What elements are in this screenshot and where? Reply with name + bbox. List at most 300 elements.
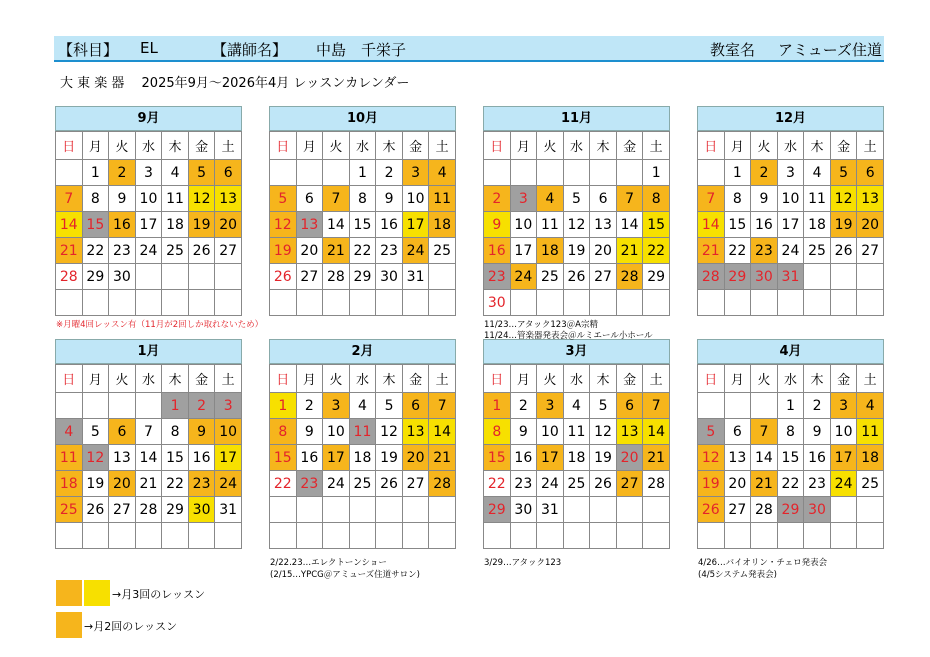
weekday-cell: 火: [751, 365, 778, 393]
weekday-header-row: [56, 365, 242, 393]
day-cell: [643, 290, 670, 316]
day-cell: [376, 497, 403, 523]
day-cell: [616, 290, 643, 316]
month-grid: [483, 364, 670, 549]
day-cell: [643, 523, 670, 549]
day-cell: 2: [376, 160, 403, 186]
weekday-header-row: [270, 365, 456, 393]
day-cell: 26: [563, 264, 590, 290]
day-cell: 11: [429, 186, 456, 212]
day-cell: [804, 523, 831, 549]
day-cell: [270, 290, 297, 316]
day-cell: 1: [724, 160, 751, 186]
day-cell: 9: [510, 419, 537, 445]
weekday-cell: 土: [857, 132, 884, 160]
weekday-cell: 火: [323, 365, 350, 393]
weekday-cell: 木: [804, 132, 831, 160]
day-cell: 19: [698, 471, 725, 497]
day-cell: 6: [724, 419, 751, 445]
day-cell: 25: [349, 471, 376, 497]
weekday-cell: 木: [590, 132, 617, 160]
day-cell: [857, 264, 884, 290]
day-cell: [777, 523, 804, 549]
week-row: [56, 497, 242, 523]
month-grid: [269, 131, 456, 316]
day-cell: 21: [643, 445, 670, 471]
day-cell: 12: [188, 186, 215, 212]
day-cell: [82, 523, 109, 549]
day-cell: [830, 264, 857, 290]
weekday-cell: 土: [215, 365, 242, 393]
weekday-header-row: [698, 365, 884, 393]
day-cell: 17: [777, 212, 804, 238]
day-cell: 21: [698, 238, 725, 264]
weekday-cell: 火: [537, 132, 564, 160]
month-title: 3月: [483, 339, 670, 364]
week-row: [270, 290, 456, 316]
day-cell: 18: [56, 471, 83, 497]
day-cell: 19: [188, 212, 215, 238]
day-cell: 25: [804, 238, 831, 264]
day-cell: 14: [429, 419, 456, 445]
weekday-cell: 月: [82, 365, 109, 393]
day-cell: 20: [616, 445, 643, 471]
day-cell: 28: [56, 264, 83, 290]
day-cell: [135, 393, 162, 419]
day-cell: 31: [537, 497, 564, 523]
day-cell: 24: [510, 264, 537, 290]
week-row: [484, 523, 670, 549]
day-cell: [270, 160, 297, 186]
day-cell: 24: [830, 471, 857, 497]
month-calendar: [269, 106, 456, 316]
weekday-cell: 木: [804, 365, 831, 393]
month-grid: [55, 364, 242, 549]
legend-orange-swatch-2: [56, 612, 82, 638]
week-row: [484, 497, 670, 523]
week-row: [484, 445, 670, 471]
day-cell: [323, 523, 350, 549]
day-cell: 17: [402, 212, 429, 238]
day-cell: 26: [188, 238, 215, 264]
day-cell: 30: [188, 497, 215, 523]
day-cell: 15: [484, 445, 511, 471]
note-march-1: 3/29…アタック123: [484, 558, 562, 568]
day-cell: 16: [109, 212, 136, 238]
day-cell: 15: [162, 445, 189, 471]
day-cell: 29: [349, 264, 376, 290]
weekday-header-row: [698, 132, 884, 160]
day-cell: 16: [376, 212, 403, 238]
day-cell: 10: [135, 186, 162, 212]
day-cell: 26: [82, 497, 109, 523]
week-row: [484, 419, 670, 445]
day-cell: 27: [109, 497, 136, 523]
header-bar: [54, 36, 884, 62]
day-cell: 17: [510, 238, 537, 264]
day-cell: 11: [162, 186, 189, 212]
day-cell: [830, 497, 857, 523]
day-cell: [510, 160, 537, 186]
day-cell: 10: [537, 419, 564, 445]
day-cell: 2: [296, 393, 323, 419]
day-cell: [804, 290, 831, 316]
day-cell: 9: [751, 186, 778, 212]
week-row: [698, 238, 884, 264]
day-cell: 14: [751, 445, 778, 471]
day-cell: 30: [510, 497, 537, 523]
weekday-cell: 水: [563, 132, 590, 160]
day-cell: 28: [643, 471, 670, 497]
month-title: 11月: [483, 106, 670, 131]
weekday-cell: 月: [510, 365, 537, 393]
week-row: [56, 419, 242, 445]
day-cell: [296, 523, 323, 549]
month-title: 4月: [697, 339, 884, 364]
day-cell: 6: [215, 160, 242, 186]
day-cell: 8: [162, 419, 189, 445]
day-cell: [376, 523, 403, 549]
day-cell: 6: [857, 160, 884, 186]
weekday-cell: 月: [296, 132, 323, 160]
day-cell: 7: [135, 419, 162, 445]
day-cell: 1: [643, 160, 670, 186]
day-cell: 23: [296, 471, 323, 497]
legend-two-lessons: →月2回のレッスン: [84, 620, 178, 633]
day-cell: [296, 160, 323, 186]
day-cell: 27: [296, 264, 323, 290]
day-cell: 12: [376, 419, 403, 445]
month-calendar: [697, 106, 884, 316]
day-cell: 19: [82, 471, 109, 497]
day-cell: 2: [109, 160, 136, 186]
week-row: [270, 471, 456, 497]
day-cell: 23: [376, 238, 403, 264]
day-cell: 21: [135, 471, 162, 497]
day-cell: [215, 264, 242, 290]
day-cell: 12: [590, 419, 617, 445]
day-cell: 2: [510, 393, 537, 419]
weekday-cell: 月: [82, 132, 109, 160]
day-cell: 27: [402, 471, 429, 497]
day-cell: 10: [402, 186, 429, 212]
day-cell: 6: [590, 186, 617, 212]
day-cell: 8: [777, 419, 804, 445]
week-row: [698, 290, 884, 316]
day-cell: [135, 264, 162, 290]
week-row: [56, 186, 242, 212]
day-cell: [82, 393, 109, 419]
room-value: アミューズ住道: [778, 41, 882, 59]
day-cell: 5: [82, 419, 109, 445]
day-cell: 27: [616, 471, 643, 497]
day-cell: [349, 523, 376, 549]
day-cell: 6: [616, 393, 643, 419]
day-cell: [188, 290, 215, 316]
weekday-cell: 水: [349, 132, 376, 160]
day-cell: 12: [698, 445, 725, 471]
day-cell: 24: [537, 471, 564, 497]
note-april-2: (4/5システム発表会): [698, 570, 777, 580]
week-row: [698, 264, 884, 290]
day-cell: 7: [698, 186, 725, 212]
day-cell: [563, 160, 590, 186]
weekday-cell: 月: [724, 365, 751, 393]
day-cell: 18: [857, 445, 884, 471]
weekday-cell: 日: [270, 132, 297, 160]
day-cell: [537, 290, 564, 316]
day-cell: 12: [82, 445, 109, 471]
day-cell: 5: [563, 186, 590, 212]
week-row: [270, 523, 456, 549]
day-cell: 18: [349, 445, 376, 471]
month-title: 1月: [55, 339, 242, 364]
day-cell: 28: [751, 497, 778, 523]
week-row: [56, 264, 242, 290]
weekday-cell: 土: [429, 132, 456, 160]
week-row: [698, 393, 884, 419]
month-calendar: [269, 339, 456, 549]
day-cell: 29: [82, 264, 109, 290]
day-cell: 3: [830, 393, 857, 419]
day-cell: 28: [698, 264, 725, 290]
day-cell: 30: [109, 264, 136, 290]
day-cell: [162, 264, 189, 290]
weekday-cell: 金: [402, 365, 429, 393]
day-cell: [563, 290, 590, 316]
day-cell: 7: [323, 186, 350, 212]
day-cell: 20: [857, 212, 884, 238]
day-cell: 8: [82, 186, 109, 212]
day-cell: 2: [484, 186, 511, 212]
month-grid: [55, 131, 242, 316]
weekday-cell: 土: [643, 365, 670, 393]
day-cell: 4: [56, 419, 83, 445]
day-cell: 20: [215, 212, 242, 238]
day-cell: 23: [484, 264, 511, 290]
day-cell: 1: [484, 393, 511, 419]
day-cell: 4: [563, 393, 590, 419]
week-row: [698, 471, 884, 497]
day-cell: [751, 393, 778, 419]
day-cell: 8: [484, 419, 511, 445]
day-cell: 18: [429, 212, 456, 238]
weekday-cell: 金: [616, 365, 643, 393]
day-cell: 4: [429, 160, 456, 186]
month-title: 9月: [55, 106, 242, 131]
day-cell: 9: [484, 212, 511, 238]
weekday-cell: 火: [537, 365, 564, 393]
day-cell: 15: [82, 212, 109, 238]
day-cell: [56, 290, 83, 316]
day-cell: 10: [830, 419, 857, 445]
day-cell: 19: [270, 238, 297, 264]
day-cell: [323, 290, 350, 316]
day-cell: 22: [643, 238, 670, 264]
note-september: ※月曜4回レッスン有（11月が2回しか取れないため）: [56, 320, 264, 330]
week-row: [270, 264, 456, 290]
day-cell: 7: [429, 393, 456, 419]
day-cell: 18: [162, 212, 189, 238]
day-cell: 15: [724, 212, 751, 238]
day-cell: 1: [82, 160, 109, 186]
day-cell: 22: [270, 471, 297, 497]
week-row: [56, 523, 242, 549]
month-title: 12月: [697, 106, 884, 131]
day-cell: 31: [777, 264, 804, 290]
weekday-cell: 木: [376, 365, 403, 393]
weekday-cell: 月: [724, 132, 751, 160]
day-cell: 20: [724, 471, 751, 497]
day-cell: [135, 523, 162, 549]
day-cell: 15: [270, 445, 297, 471]
day-cell: 29: [484, 497, 511, 523]
day-cell: 3: [215, 393, 242, 419]
day-cell: 30: [376, 264, 403, 290]
day-cell: 28: [616, 264, 643, 290]
day-cell: 14: [643, 419, 670, 445]
week-row: [270, 238, 456, 264]
weekday-cell: 月: [510, 132, 537, 160]
day-cell: 6: [296, 186, 323, 212]
day-cell: 13: [296, 212, 323, 238]
day-cell: [510, 290, 537, 316]
day-cell: 23: [109, 238, 136, 264]
week-row: [270, 393, 456, 419]
day-cell: 18: [537, 238, 564, 264]
weekday-cell: 火: [109, 132, 136, 160]
weekday-cell: 日: [698, 365, 725, 393]
day-cell: 3: [510, 186, 537, 212]
day-cell: [188, 523, 215, 549]
day-cell: 4: [162, 160, 189, 186]
weekday-cell: 日: [56, 365, 83, 393]
day-cell: [830, 523, 857, 549]
weekday-cell: 日: [56, 132, 83, 160]
day-cell: 25: [537, 264, 564, 290]
day-cell: 8: [270, 419, 297, 445]
day-cell: 10: [777, 186, 804, 212]
day-cell: [698, 290, 725, 316]
day-cell: [215, 290, 242, 316]
day-cell: 8: [643, 186, 670, 212]
day-cell: 13: [616, 419, 643, 445]
day-cell: [484, 523, 511, 549]
day-cell: 24: [215, 471, 242, 497]
day-cell: 7: [56, 186, 83, 212]
day-cell: [857, 290, 884, 316]
day-cell: 11: [804, 186, 831, 212]
day-cell: [804, 264, 831, 290]
week-row: [270, 497, 456, 523]
day-cell: [698, 160, 725, 186]
week-row: [484, 471, 670, 497]
day-cell: 1: [162, 393, 189, 419]
day-cell: 24: [323, 471, 350, 497]
day-cell: [830, 290, 857, 316]
day-cell: 26: [698, 497, 725, 523]
day-cell: [590, 523, 617, 549]
day-cell: 19: [563, 238, 590, 264]
week-row: [484, 160, 670, 186]
day-cell: 14: [56, 212, 83, 238]
week-row: [56, 471, 242, 497]
day-cell: 20: [402, 445, 429, 471]
day-cell: 6: [109, 419, 136, 445]
day-cell: [109, 393, 136, 419]
day-cell: 11: [349, 419, 376, 445]
day-cell: [616, 523, 643, 549]
month-calendar: [483, 339, 670, 549]
day-cell: 4: [537, 186, 564, 212]
day-cell: 9: [296, 419, 323, 445]
day-cell: 31: [215, 497, 242, 523]
day-cell: 9: [804, 419, 831, 445]
week-row: [698, 523, 884, 549]
week-row: [56, 393, 242, 419]
day-cell: [484, 160, 511, 186]
month-calendar: [55, 106, 242, 316]
day-cell: 22: [82, 238, 109, 264]
calendar-title: 大 東 楽 器 2025年9月～2026年4月 レッスンカレンダー: [60, 76, 410, 91]
day-cell: 10: [323, 419, 350, 445]
week-row: [698, 445, 884, 471]
week-row: [270, 212, 456, 238]
day-cell: 5: [270, 186, 297, 212]
day-cell: 29: [777, 497, 804, 523]
day-cell: 31: [402, 264, 429, 290]
weekday-cell: 木: [376, 132, 403, 160]
day-cell: 5: [590, 393, 617, 419]
weekday-cell: 木: [162, 365, 189, 393]
month-grid: [697, 131, 884, 316]
week-row: [56, 290, 242, 316]
day-cell: 8: [349, 186, 376, 212]
day-cell: 13: [857, 186, 884, 212]
day-cell: 3: [402, 160, 429, 186]
day-cell: 19: [376, 445, 403, 471]
day-cell: 22: [777, 471, 804, 497]
weekday-header-row: [56, 132, 242, 160]
weekday-cell: 金: [616, 132, 643, 160]
day-cell: [698, 393, 725, 419]
day-cell: [429, 264, 456, 290]
weekday-cell: 木: [590, 365, 617, 393]
month-title: 10月: [269, 106, 456, 131]
week-row: [484, 290, 670, 316]
day-cell: [857, 523, 884, 549]
day-cell: [215, 523, 242, 549]
day-cell: 22: [349, 238, 376, 264]
day-cell: 11: [563, 419, 590, 445]
weekday-cell: 金: [188, 132, 215, 160]
day-cell: [402, 497, 429, 523]
day-cell: [537, 523, 564, 549]
day-cell: 30: [751, 264, 778, 290]
weekday-cell: 水: [563, 365, 590, 393]
day-cell: 11: [537, 212, 564, 238]
week-row: [698, 497, 884, 523]
day-cell: 26: [830, 238, 857, 264]
day-cell: 21: [56, 238, 83, 264]
day-cell: 17: [215, 445, 242, 471]
day-cell: 23: [510, 471, 537, 497]
day-cell: 30: [484, 290, 511, 316]
day-cell: [751, 290, 778, 316]
teacher-label: 【講師名】: [212, 41, 288, 59]
day-cell: 25: [563, 471, 590, 497]
weekday-cell: 日: [484, 132, 511, 160]
